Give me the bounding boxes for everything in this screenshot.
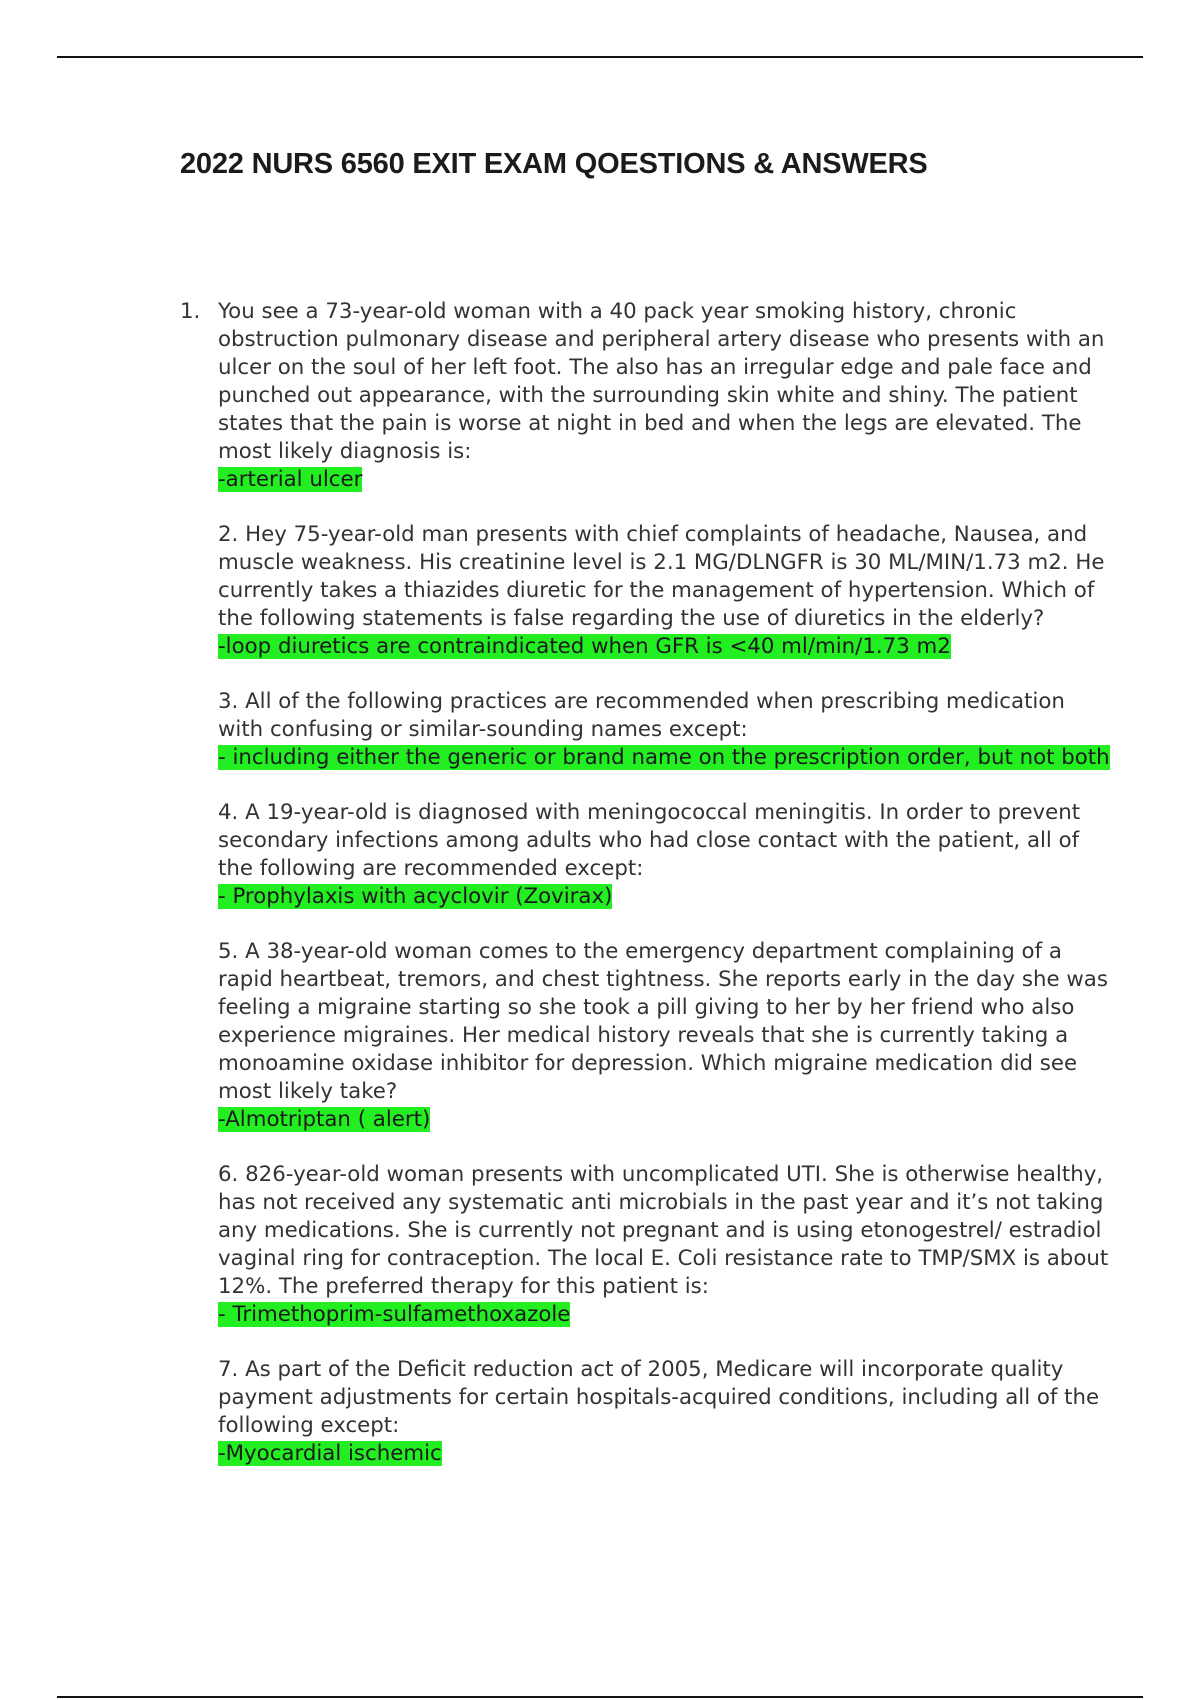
answer-highlight: -loop diuretics are contraindicated when GFR is <40 ml/min/1.73 m2 <box>218 634 951 659</box>
question-number: 6. <box>218 1162 239 1187</box>
question-number: 2. <box>218 522 239 547</box>
question-item <box>180 1356 1110 1468</box>
answer-highlight: -Myocardial ischemic <box>218 1441 442 1466</box>
question-text: Hey 75-year-old man presents with chief complaints of headache, Nausea, and muscle weakness. His creatinine level is 2.1 MG/DLNGFR is 30 ML/MIN/1.73 m2. He currently takes a thiazides diuretic for the management of hypertension. Which of the following statements is false regarding the use of diuretics in the elderly? <box>218 522 1105 631</box>
question-item <box>180 1161 1110 1329</box>
document-title: 2022 NURS 6560 EXIT EXAM QOESTIONS & ANSWERS <box>180 148 928 180</box>
question-number: 3. <box>218 689 239 714</box>
question-item <box>180 799 1110 911</box>
header-rule <box>57 56 1143 58</box>
footer-rule <box>57 1696 1143 1698</box>
question-item <box>180 688 1110 772</box>
question-item <box>180 521 1110 661</box>
question-body <box>218 799 1110 883</box>
question-body <box>218 1356 1110 1440</box>
question-text: A 38-year-old woman comes to the emergency department complaining of a rapid heartbeat, tremors, and chest tightness. She reports early in the day she was feeling a migraine starting so she took a pill giving to her by her friend who also experience migraines. Her medical history reveals that she is currently taking a monoamine oxidase inhibitor for depression. Which migraine medication did see most likely take? <box>218 939 1108 1104</box>
question-body <box>218 1161 1110 1301</box>
question-text: As part of the Deficit reduction act of 2005, Medicare will incorporate quality payment adjustments for certain hospitals-acquired conditions, including all of the following except: <box>218 1357 1100 1438</box>
question-text: You see a 73-year-old woman with a 40 pack year smoking history, chronic obstruction pulmonary disease and peripheral artery disease who presents with an ulcer on the soul of her left foot. The also has an irregular edge and pale face and punched out appearance, with the surrounding skin white and shiny. The patient states that the pain is worse at night in bed and when the legs are elevated. The most likely diagnosis is: <box>218 299 1105 464</box>
answer-highlight: - including either the generic or brand name on the prescription order, but not both <box>218 745 1110 770</box>
answer-highlight: - Prophylaxis with acyclovir (Zovirax) <box>218 884 613 909</box>
answer-highlight: -arterial ulcer <box>218 467 363 492</box>
answer-highlight: -Almotriptan ( alert) <box>218 1107 431 1132</box>
question-number: 7. <box>218 1357 239 1382</box>
question-list <box>180 298 1110 1495</box>
question-item <box>180 298 1110 494</box>
question-body <box>218 521 1110 633</box>
question-number: 5. <box>218 939 239 964</box>
question-text: A 19-year-old is diagnosed with meningococcal meningitis. In order to prevent secondary infections among adults who had close contact with the patient, all of the following are recommended except: <box>218 800 1081 881</box>
answer-highlight: - Trimethoprim-sulfamethoxazole <box>218 1302 571 1327</box>
question-body <box>218 688 1110 744</box>
question-text: All of the following practices are recommended when prescribing medication with confusing or similar-sounding names except: <box>218 689 1065 742</box>
question-number: 1. <box>180 299 201 324</box>
question-body <box>218 938 1110 1106</box>
question-number: 4. <box>218 800 239 825</box>
question-item <box>180 938 1110 1134</box>
question-text: 826-year-old woman presents with uncomplicated UTI. She is otherwise healthy, has not received any systematic anti microbials in the past year and it’s not taking any medications. She is currently not pregnant and is using etonogestrel/ estradiol vaginal ring for contraception. The local E. Coli resistance rate to TMP/SMX is about 12%. The preferred therapy for this patient is: <box>218 1162 1109 1299</box>
